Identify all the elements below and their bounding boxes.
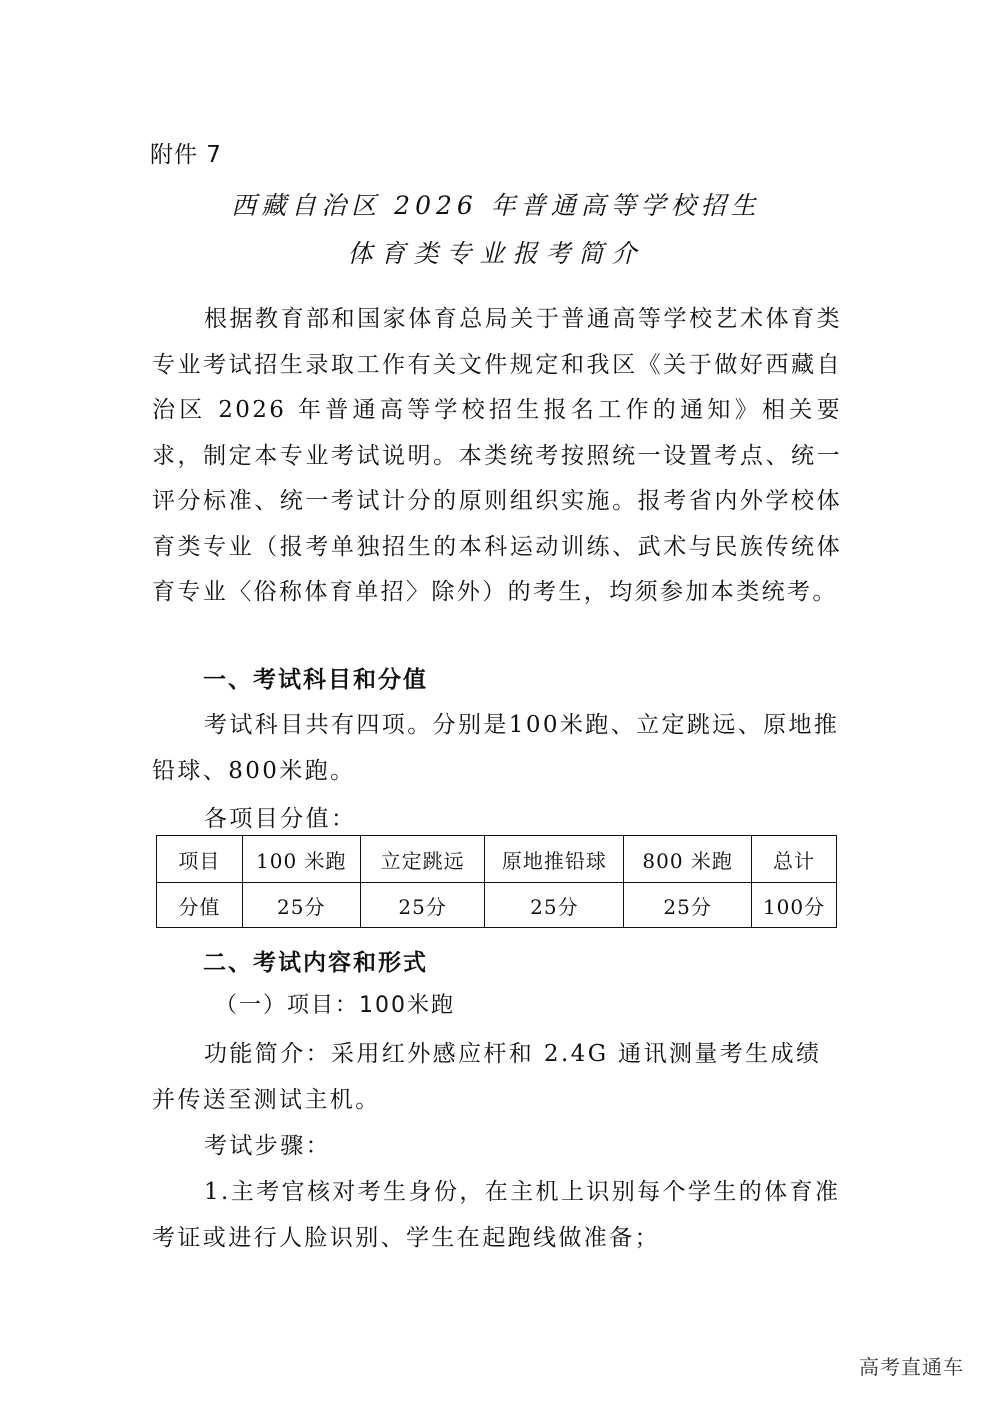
table-cell: 100分 [752, 883, 837, 928]
steps-label: 考试步骤： [204, 1133, 331, 1159]
table-cell: 800 米跑 [624, 836, 752, 883]
table-cell: 25分 [624, 883, 752, 928]
subjects-paragraph: 考试科目共有四项。分别是100米跑、立定跳远、原地推铅球、800米跑。 [152, 712, 840, 784]
table-cell: 立定跳远 [360, 836, 485, 883]
score-table [156, 835, 837, 928]
table-row [157, 883, 837, 928]
table-cell: 100 米跑 [242, 836, 360, 883]
title-line-2: 体育类专业报考简介 [347, 239, 645, 268]
section-1-heading: 一、考试科目和分值 [203, 667, 428, 693]
table-header-row [157, 836, 837, 883]
attachment-label: 附件 7 [150, 142, 222, 168]
score-label: 各项目分值： [204, 806, 357, 832]
table-cell: 25分 [242, 883, 360, 928]
function-intro-paragraph: 功能简介：采用红外感应杆和 2.4G 通讯测量考生成绩并传送至测试主机。 [152, 1041, 822, 1113]
table-cell: 25分 [485, 883, 624, 928]
table-cell: 分值 [157, 883, 243, 928]
table-cell: 总计 [752, 836, 837, 883]
title-line-1: 西藏自治区 2026 年普通高等学校招生 [231, 191, 761, 220]
item-1-heading: （一）项目：100米跑 [215, 993, 455, 1018]
table-cell: 原地推铅球 [485, 836, 624, 883]
step-1-paragraph: 1.主考官核对考生身份，在主机上识别每个学生的体育准考证或进行人脸识别、学生在起跑线做准备； [152, 1179, 841, 1251]
table-cell: 项目 [157, 836, 243, 883]
watermark: 高考直通车 [859, 1355, 964, 1379]
intro-paragraph: 根据教育部和国家体育总局关于普通高等学校艺术体育类专业考试招生录取工作有关文件规定和我区《关于做好西藏自治区 2026 年普通高等学校招生报名工作的通知》相关要求，制定本专业考试说明。本类统考按照统一设置考点、统一评分标准、统一考试计分的原则组织实施。报考省内外学校体育类专业（报考单独招生的本科运动训练、武术与民族传统体育专业〈俗称体育单招〉除外）的考生，均须参加本类统考。 [152, 306, 842, 605]
section-2-heading: 二、考试内容和形式 [203, 950, 428, 976]
table-cell: 25分 [360, 883, 485, 928]
